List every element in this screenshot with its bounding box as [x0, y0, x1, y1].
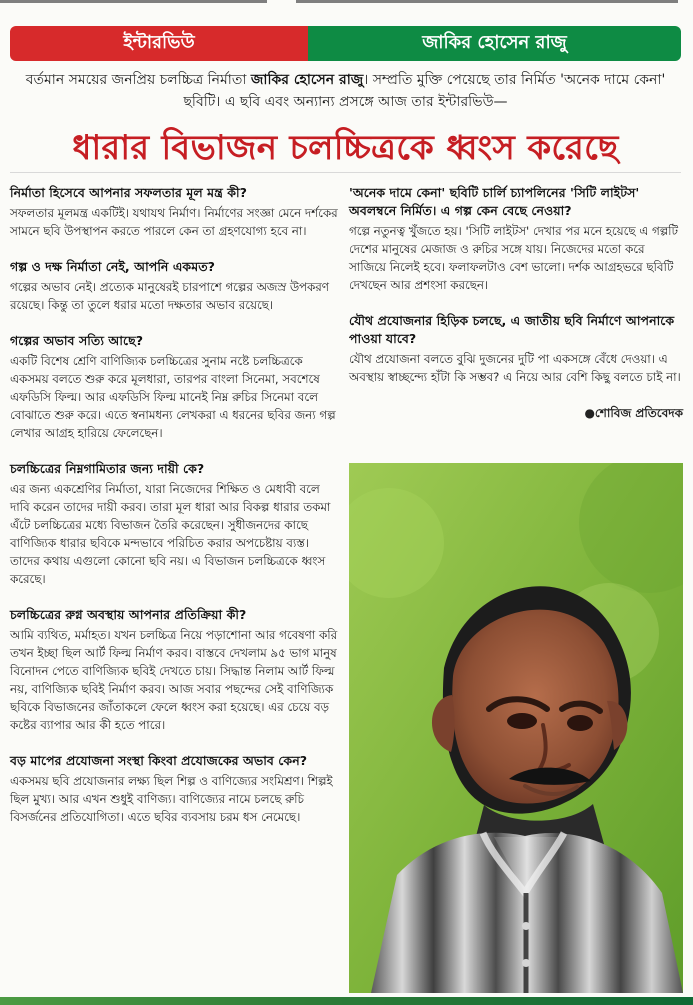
qa-item: [10, 752, 338, 826]
answer-text: একসময় ছবি প্রযোজনার লক্ষ্য ছিল শিল্প ও বাণিজ্যের সংমিশ্রণ। শিল্পই ছিল মুখ্য। আর এখন শুধুই বাণিজ্য। বাণিজ্যের নামে চলছে রুচি বিসর্জনের প্রতিযোগিতা। এতে ছবির ব্যবসায় চরম ধস নেমেছে।: [10, 774, 333, 824]
portrait-illustration: [349, 463, 683, 993]
byline: ●শোবিজ প্রতিবেদক: [584, 406, 683, 420]
answer-text: গল্পে নতুনত্ব খুঁজতে হয়। 'সিটি লাইটস' দেখার পর মনে হয়েছে এ গল্পটি দেশের মানুষের মেজাজ ও রুচির সঙ্গে যায়। নিজেদের মতো করে সাজিয়ে নিলেই হবে। ফলাফলটাও বেশ ভালো। দর্শক আগ্রহভরে ছবিটি দেখছেন আর প্রশংসা করছেন।: [349, 224, 678, 292]
intro-name: জাকির হোসেন রাজু: [250, 72, 364, 88]
answer-text: একটি বিশেষ শ্রেণি বাণিজ্যিক চলচ্চিত্রের সুনাম নষ্টে চলচ্চিত্রকে একসময় বলতে শুরু করে মূলধারা, তারপর বাংলা সিনেমা, সবশেষে এফডিসি ফিল্ম। আর এফডিসি ফিল্ম মানেই নিম্ন রুচির সিনেমা বলে বোঝাতে শুরু করে। এতে স্বনামধন্য লেখকরা এ ধরনের ছবির জন্য গল্প লেখার আগ্রহ হারিয়ে ফেলেছেন।: [10, 354, 336, 440]
qa-item: [10, 606, 338, 734]
question-text: গল্প ও দক্ষ নির্মাতা নেই, আপনি একমত?: [10, 259, 215, 274]
author-label: জাকির হোসেন রাজু: [308, 26, 681, 61]
qa-item: [349, 184, 683, 294]
qa-item: [10, 258, 338, 314]
qa-item: [10, 332, 338, 442]
article-headline: ধারার বিভাজন চলচ্চিত্রকে ধ্বংস করেছে: [72, 127, 619, 168]
section-label: ইন্টারভিউ: [10, 26, 308, 61]
answer-text: এর জন্য একশ্রেণির নির্মাতা, যারা নিজেদের শিক্ষিত ও মেধাবী বলে দাবি করেন তাদের দায়ী করব। তারা মূল ধারা আর বিকল্প ধারার তকমা এঁটে চলচ্চিত্রের মধ্যে বিভাজন তৈরি করেছেন। সুধীজনদের কাছে বাণিজ্যিক ধারার ছবিকে মন্দভাবে পরিচিত করার অপচেষ্টায় ব্যস্ত। তাদের কথায় এগুলো কোনো ছবি নয়। এ বিভাজন চলচ্চিত্রকে ধ্বংস করেছে।: [10, 482, 331, 586]
bottom-rule: [0, 997, 693, 1005]
qa-item: [349, 312, 683, 386]
answer-text: সফলতার মূলমন্ত্র একটিই। যথাযথ নির্মাণ। নির্মাণের সংজ্ঞা মেনে দর্শকের সামনে ছবি উপস্থাপন করতে পারলে কেন তা গ্রহণযোগ্য হবে না।: [10, 206, 338, 238]
answer-text: আমি ব্যথিত, মর্মাহত। যখন চলচ্চিত্র নিয়ে পড়াশোনা আর গবেষণা করি তখন ইচ্ছা ছিল আর্ট ফিল্ম নির্মাণ করব। বাস্তবে দেখলাম ৯৫ ভাগ মানুষ বিনোদন পেতে বাণিজ্যিক ছবিই দেখতে চায়। সিদ্ধান্ত নিলাম আর্ট ফিল্ম নয়, বাণিজ্যিক ছবিই নির্মাণ করব। আজ সবার পছন্দের সেই বাণিজ্যিক ছবিকে বিভাজনের জাঁতাকলে ফেলে ধ্বংস করা হয়েছে। এর চেয়ে বড় কষ্টের ব্যাপার আর কী হতে পারে।: [10, 628, 338, 732]
question-text: নির্মাতা হিসেবে আপনার সফলতার মূল মন্ত্র কী?: [10, 185, 247, 200]
right-column: [349, 184, 683, 422]
question-text: চলচ্চিত্রের রুগ্ন অবস্থায় আপনার প্রতিক্রিয়া কী?: [10, 607, 247, 622]
question-text: যৌথ প্রযোজনার হিড়িক চলছে, এ জাতীয় ছবি নির্মাণে আপনাকে পাওয়া যাবে?: [349, 313, 675, 346]
answer-text: গল্পের অভাব নেই। প্রত্যেক মানুষেরই চারপাশে গল্পের অজস্র উপকরণ রয়েছে। কিন্তু তা তুলে ধরার মতো দক্ষতার অভাব রয়েছে।: [10, 280, 329, 312]
left-column: [10, 184, 338, 844]
question-text: গল্পের অভাব সত্যি আছে?: [10, 333, 144, 348]
qa-item: [10, 460, 338, 588]
intro-text-part-1: বর্তমান সময়ের জনপ্রিয় চলচ্চিত্র নির্মাতা: [25, 72, 251, 88]
intro-paragraph: [10, 69, 681, 113]
top-decoration: [0, 0, 693, 10]
question-text: 'অনেক দামে কেনা' ছবিটি চার্লি চ্যাপলিনের 'সিটি লাইটস' অবলম্বনে নির্মিত। এ গল্প কেন বেছে নেওয়া?: [349, 185, 640, 218]
top-rule-left: [0, 0, 267, 3]
section-header-band: [10, 26, 681, 61]
headline-divider: [10, 172, 681, 173]
question-text: চলচ্চিত্রের নিম্নগামিতার জন্য দায়ী কে?: [10, 461, 205, 476]
answer-text: যৌথ প্রযোজনা বলতে বুঝি দুজনের দুটি পা একসঙ্গে বেঁধে দেওয়া। এ অবস্থায় স্বাচ্ছন্দ্যে হাঁটা কি সম্ভব? এ নিয়ে আর বেশি কিছু বলতে চাই না।: [349, 352, 681, 384]
intro-text-part-2: । সম্প্রতি মুক্তি পেয়েছে তার নির্মিত 'অনেক দামে কেনা' ছবিটি। এ ছবি এবং অন্যান্য প্রসঙ্গে আজ তার ইন্টারভিউ—: [183, 72, 666, 110]
question-text: বড় মাপের প্রযোজনা সংস্থা কিংবা প্রযোজকের অভাব কেন?: [10, 753, 308, 768]
top-rule-right: [296, 0, 678, 3]
portrait-photo: [349, 463, 683, 993]
qa-item: [10, 184, 338, 240]
